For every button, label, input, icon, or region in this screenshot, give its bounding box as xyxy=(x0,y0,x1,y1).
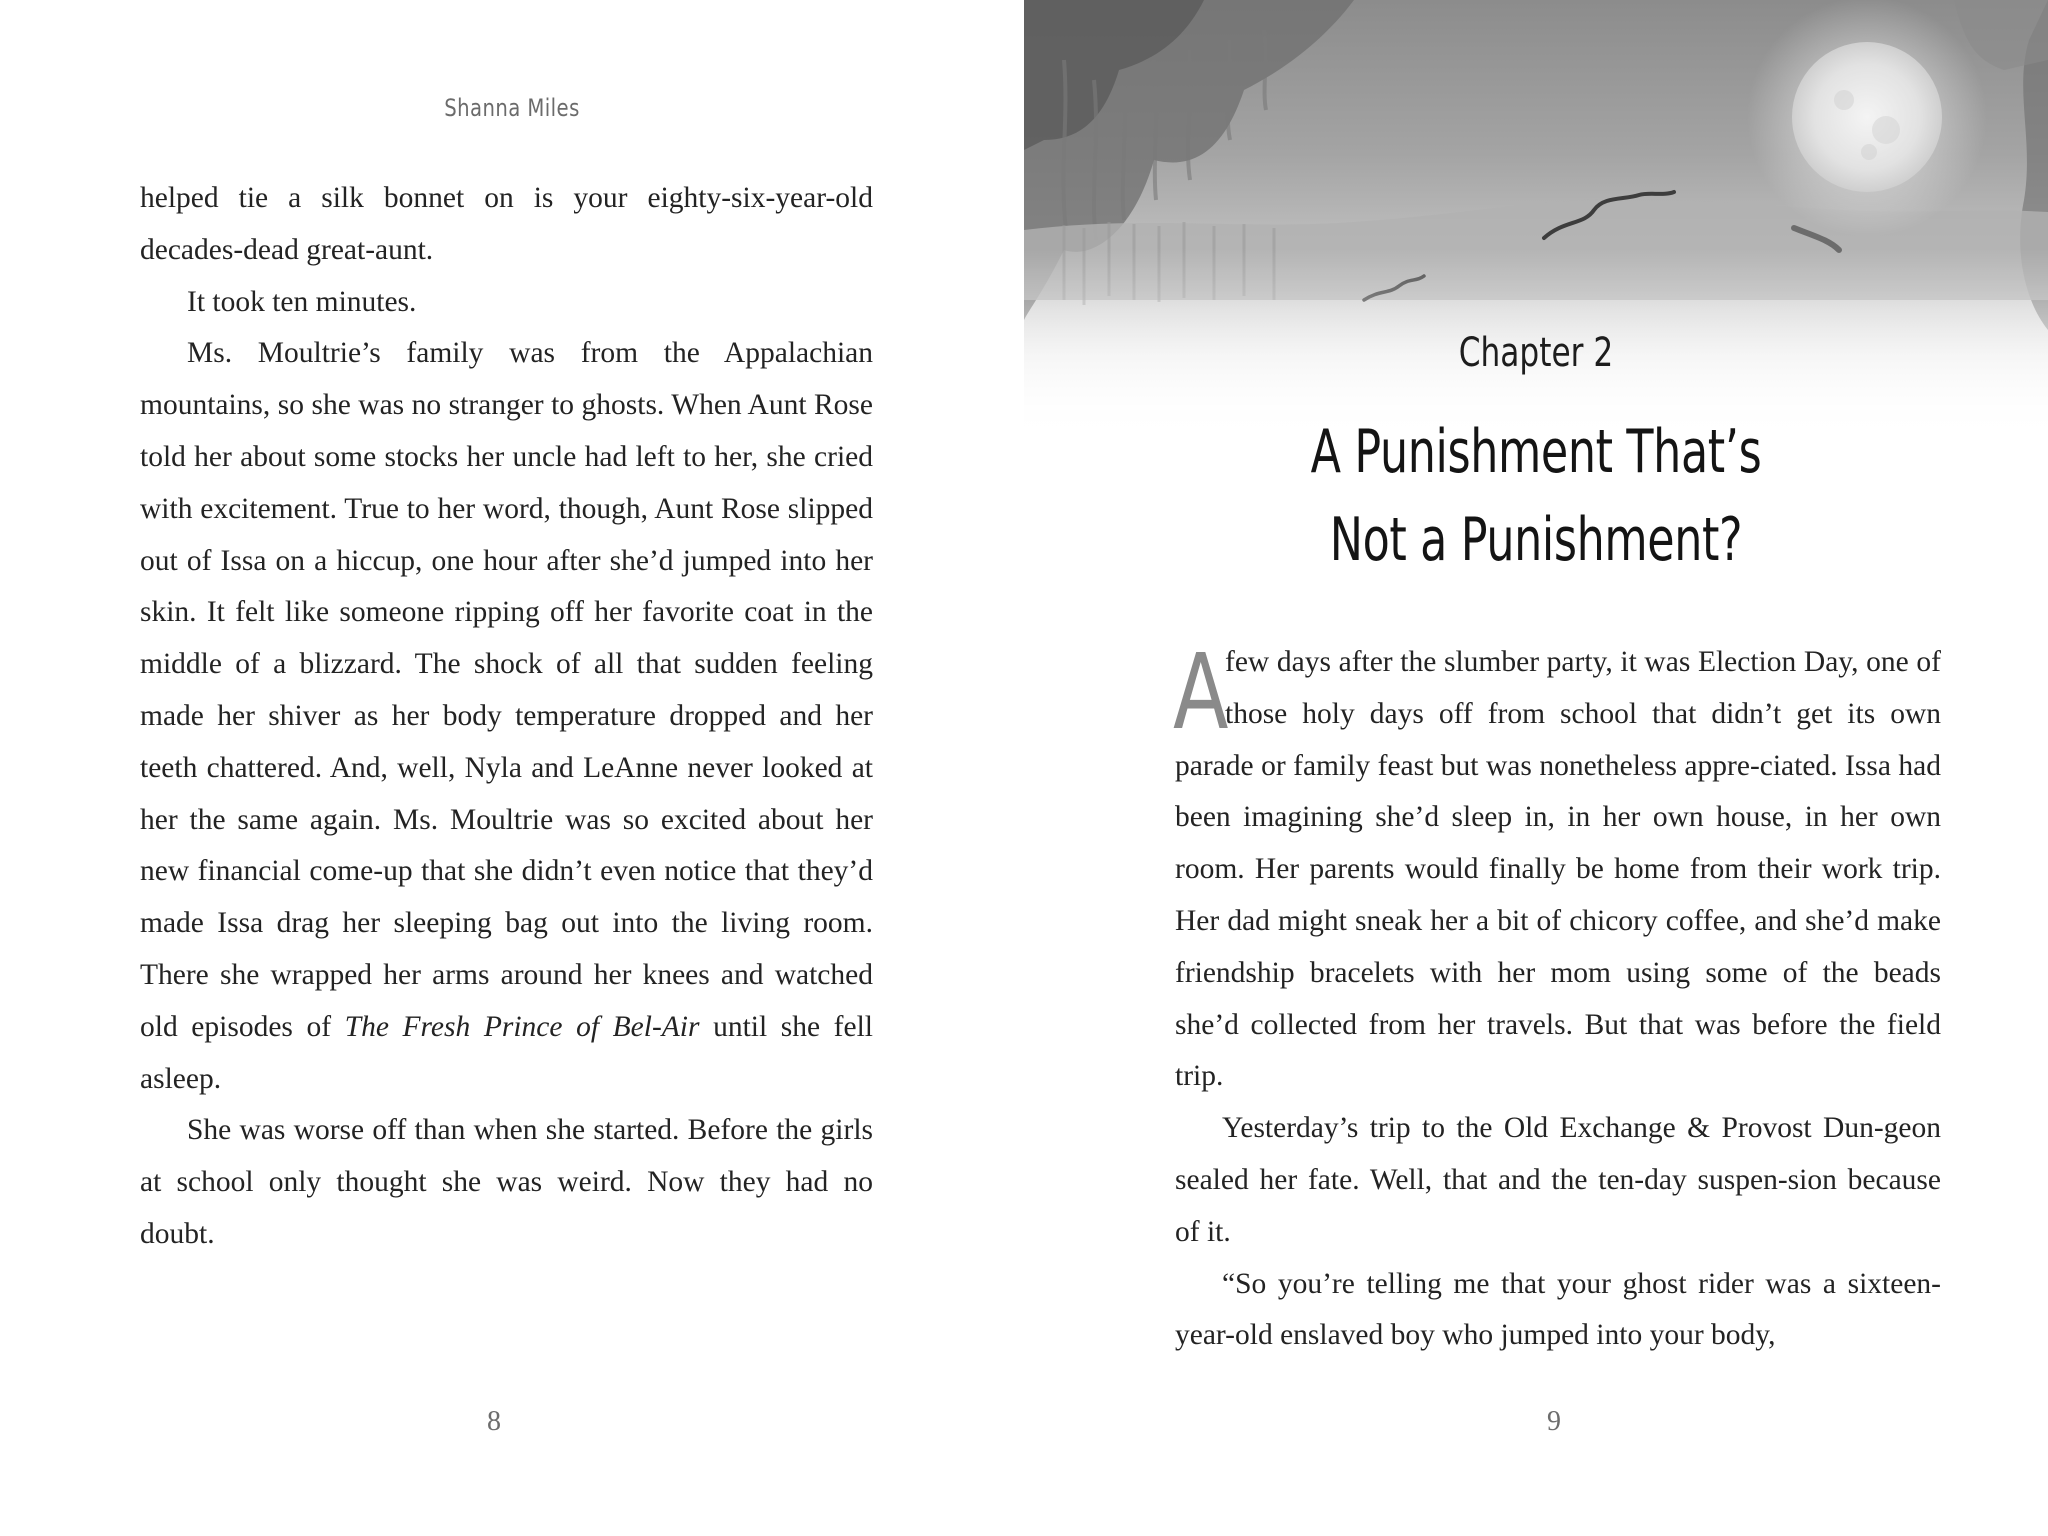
paragraph-text: Ms. Moultrie’s family was from the Appalachian mountains, so she was no stranger to ghosts. When Aunt Rose told her about some stocks her uncle had left to her, she cried with excitement. True to her word, though, Aunt Rose slipped out of Issa on a hiccup, one hour after she’d jumped into her skin. It felt like someone ripping off her favorite coat in the middle of a blizzard. The shock of all that sudden feeling made her shiver as her body temperature dropped and her teeth chattered. And, well, Nyla and LeAnne never looked at her the same again. Ms. Moultrie was so excited about her new financial come-up that she didn’t even notice that they’d made Issa drag her sleeping bag out into the living room. There she wrapped her arms around her knees and watched old episodes of xyxy=(140,337,873,1043)
chapter-title-line: A Punishment That’s xyxy=(1310,417,1762,487)
page-number: 8 xyxy=(487,1406,501,1437)
paragraph: Yesterday’s trip to the Old Exchange & Provost Dun-geon sealed her fate. Well, that and the ten-day suspen-sion because of it. xyxy=(1175,1112,1941,1248)
chapter-title-line: Not a Punishment? xyxy=(1329,505,1743,575)
right-page xyxy=(1024,0,2048,1536)
right-body-text xyxy=(1173,631,1941,1362)
left-body-text xyxy=(140,173,873,1261)
paragraph: It took ten minutes. xyxy=(187,285,417,318)
paragraph: “So you’re telling me that your ghost rider was a sixteen-year-old enslaved boy who jumped into your body, xyxy=(1175,1267,1941,1352)
paragraph-text-tail: until she fell asleep. xyxy=(140,1010,873,1095)
paragraph: helped tie a silk bonnet on is your eighty-six-year-old decades-dead great-aunt. xyxy=(140,182,873,266)
paragraph xyxy=(140,328,873,1105)
italic-show-title: The Fresh Prince of Bel-Air xyxy=(344,1010,700,1043)
chapter-label: Chapter 2 xyxy=(1458,330,1614,376)
paragraph-text: few days after the slumber party, it was Election Day, one of those holy days off from school that didn’t get its own parade or family feast but was nonetheless appre-ciated. Issa had been imagining she’d sleep in, in her own house, in her own room. Her parents would finally be home from their work trip. Her dad might sneak her a bit of chicory coffee, and she’d make friendship bracelets with her mom using some of the beads she’d collected from her travels. But that was before the field trip. xyxy=(1175,646,1941,1093)
paragraph xyxy=(1173,631,1941,1103)
drop-cap: A xyxy=(1173,631,1229,753)
paragraph: She was worse off than when she started. Before the girls at school only thought she was weird. Now they had no doubt. xyxy=(140,1114,873,1250)
page-number: 9 xyxy=(1547,1406,1561,1437)
chapter-title xyxy=(1157,408,1915,584)
running-head-author: Shanna Miles xyxy=(444,94,580,122)
